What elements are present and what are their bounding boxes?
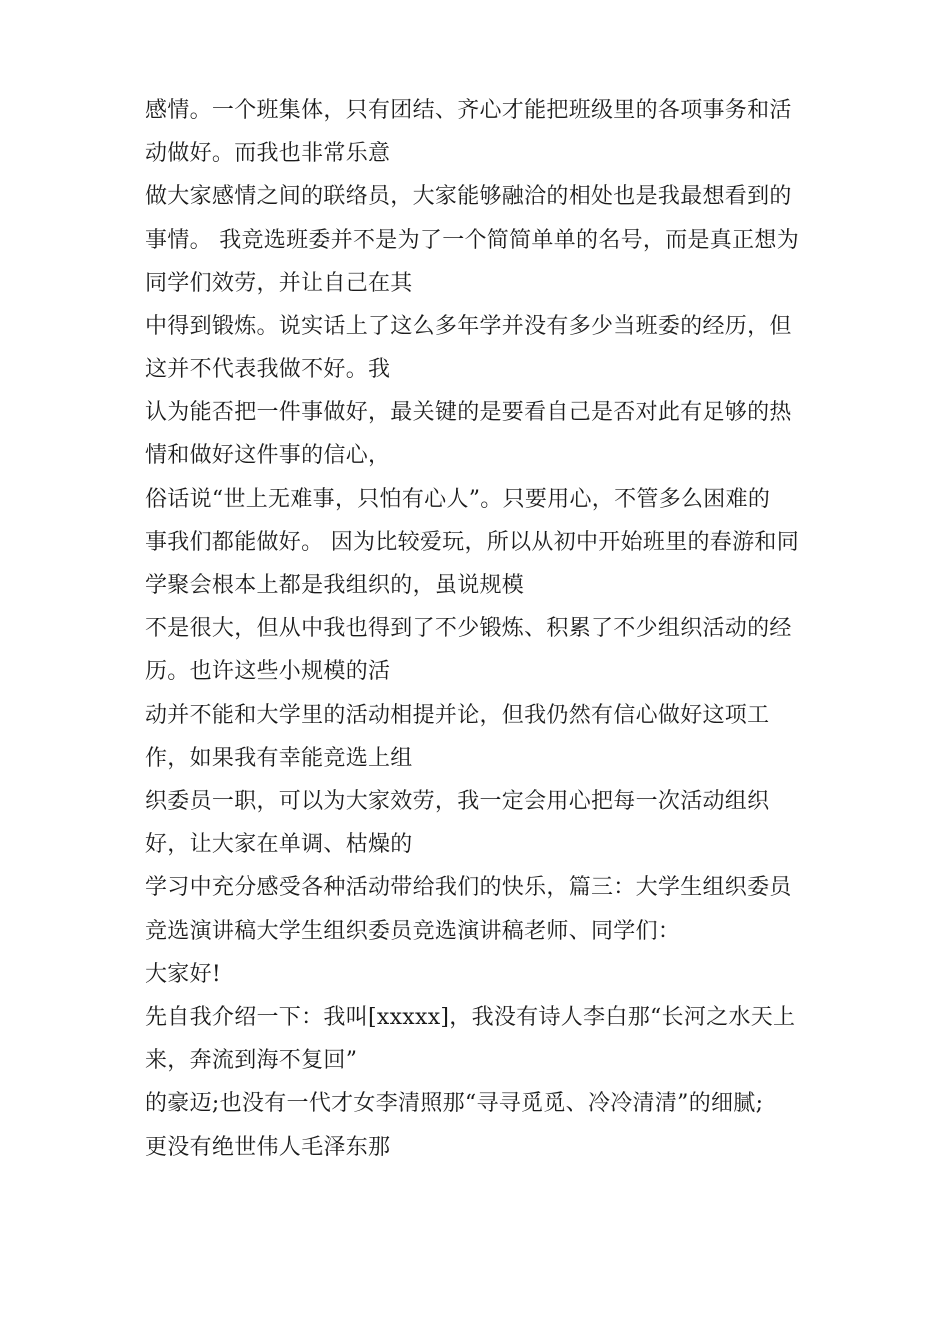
text-line: 动并不能和大学里的活动相提并论，但我仍然有信心做好这项工 — [145, 703, 770, 728]
text-line: 学聚会根本上都是我组织的，虽说规模 — [145, 573, 525, 598]
text-line: 更没有绝世伟人毛泽东那 — [145, 1135, 391, 1160]
text-line: 大家好! — [145, 962, 222, 987]
text-line: 认为能否把一件事做好，最关键的是要看自己是否对此有足够的热 — [145, 400, 792, 425]
text-line: 竞选演讲稿大学生组织委员竞选演讲稿老师、同学们： — [145, 919, 681, 944]
text-line: 好，让大家在单调、枯燥的 — [145, 832, 413, 857]
text-line: 感情。一个班集体，只有团结、齐心才能把班级里的各项事务和活 — [145, 98, 792, 123]
text-line: 先自我介绍一下：我叫[xxxxx]，我没有诗人李白那“长河之水天上 — [145, 1005, 796, 1030]
text-line: 学习中充分感受各种活动带给我们的快乐，篇三：大学生组织委员 — [145, 875, 792, 900]
text-line: 俗话说“世上无难事，只怕有心人”。只要用心，不管多么困难的 — [145, 487, 771, 512]
text-line: 作，如果我有幸能竞选上组 — [145, 746, 413, 771]
text-line: 做大家感情之间的联络员，大家能够融洽的相处也是我最想看到的 — [145, 184, 792, 209]
text-line: 的豪迈;也没有一代才女李清照那“寻寻觅觅、冷冷清清”的细腻; — [145, 1091, 764, 1116]
text-line: 事情。 我竞选班委并不是为了一个简简单单的名号，而是真正想为 — [145, 228, 799, 253]
text-line: 情和做好这件事的信心， — [145, 443, 391, 468]
text-line: 事我们都能做好。 因为比较爱玩，所以从初中开始班里的春游和同 — [145, 530, 799, 555]
text-line: 动做好。而我也非常乐意 — [145, 141, 391, 166]
text-line: 同学们效劳，并让自己在其 — [145, 271, 413, 296]
text-line: 织委员一职，可以为大家效劳，我一定会用心把每一次活动组织 — [145, 789, 770, 814]
text-line: 来，奔流到海不复回” — [145, 1048, 358, 1073]
text-line: 中得到锻炼。说实话上了这么多年学并没有多少当班委的经历，但 — [145, 314, 792, 339]
text-line: 历。也许这些小规模的活 — [145, 659, 391, 684]
text-line: 不是很大，但从中我也得到了不少锻炼、积累了不少组织活动的经 — [145, 616, 792, 641]
text-line: 这并不代表我做不好。我 — [145, 357, 391, 382]
